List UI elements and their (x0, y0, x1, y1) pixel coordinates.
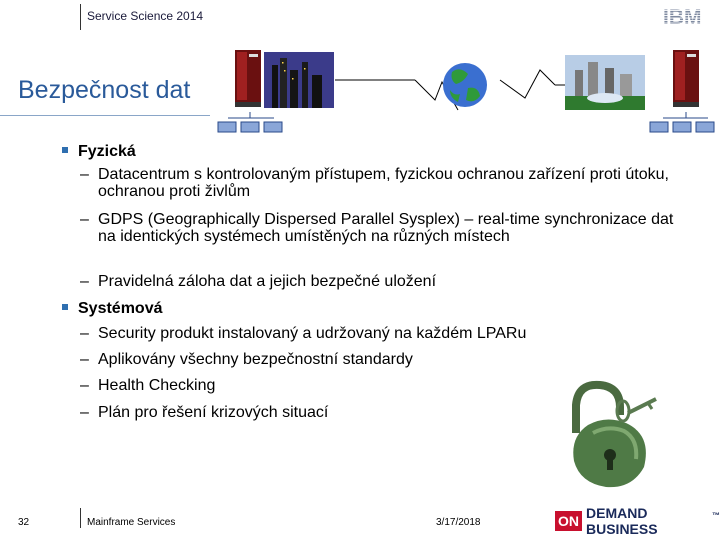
server-right-icon (673, 50, 699, 107)
bullet-square-icon (62, 304, 68, 310)
title-rule (0, 115, 210, 116)
section-heading-systemova: Systémová (62, 300, 163, 318)
brand-tm: ™ (712, 510, 720, 520)
ibm-logo-text: IBM (663, 6, 702, 26)
brand-on: ON (555, 511, 582, 531)
city-right-icon (565, 55, 645, 110)
list-item: – Datacentrum s kontrolovaným přístupem, fyzickou ochranou zařízení proti útoku, ochranou proti živlům (80, 166, 669, 200)
list-item: – Plán pro řešení krizových situací (80, 404, 329, 421)
footer-date: 3/17/2018 (436, 517, 481, 528)
header-divider (80, 4, 81, 30)
bullet-square-icon (62, 147, 68, 153)
ibm-logo (663, 6, 709, 26)
footer-divider (80, 508, 81, 528)
section-heading-fyzicka: Fyzická (62, 143, 136, 161)
page-number: 32 (18, 517, 30, 528)
list-item: – GDPS (Geographically Dispersed Parallel Sysplex) – real-time synchronizace dat na identických systémech umístěných na různých místech (80, 211, 674, 245)
computers-left-icon (218, 112, 282, 132)
network-illustration (210, 40, 715, 140)
list-item: – Security produkt instalovaný a udržovaný na každém LPARu (80, 325, 527, 342)
city-left-icon (264, 52, 334, 108)
brand-text: DEMAND BUSINESS (586, 505, 658, 537)
header-course: Service Science 2014 (87, 9, 204, 23)
padlock-icon (548, 375, 666, 495)
globe-icon (443, 63, 487, 107)
page-title: Bezpečnost dat (18, 76, 191, 104)
computers-right-icon (650, 112, 714, 132)
on-demand-business-logo (555, 505, 720, 537)
list-item: – Health Checking (80, 377, 216, 394)
list-item: – Aplikovány všechny bezpečnostní standardy (80, 351, 413, 368)
server-left-icon (235, 50, 261, 107)
list-item: – Pravidelná záloha dat a jejich bezpečné uložení (80, 273, 437, 290)
footer-label: Mainframe Services (87, 517, 176, 528)
